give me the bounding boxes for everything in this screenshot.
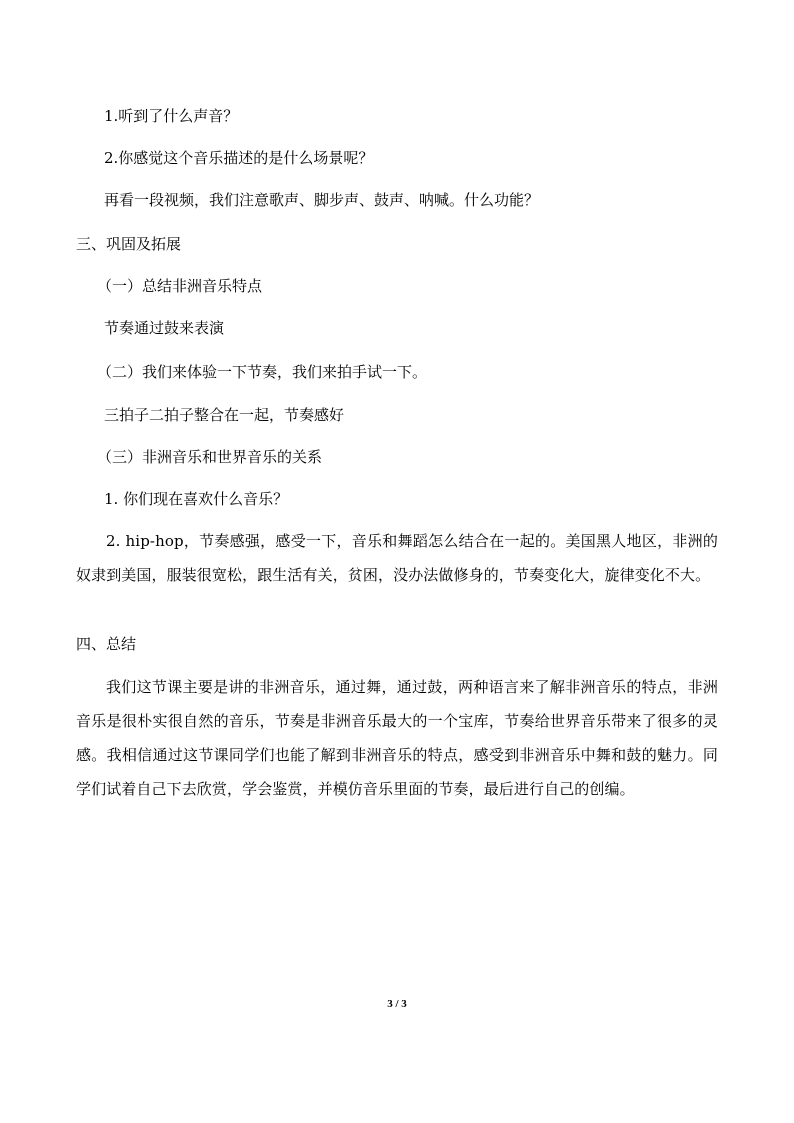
video-note: 再看一段视频，我们注意歌声、脚步声、鼓声、呐喊。什么功能？ <box>104 191 540 209</box>
beats-note: 三拍子二拍子整合在一起，节奏感好 <box>104 406 345 424</box>
hiphop-paragraph: 2. hip-hop，节奏感强，感受一下，音乐和舞蹈怎么结合在一起的。美国黑人地区，非洲的奴隶到美国，服装很宽松，跟生活有关，贫困，没办法做修身的，节奏变化大，旋律变化不大。 <box>76 532 718 584</box>
question-music-preference: 1. 你们现在喜欢什么音乐？ <box>104 490 289 508</box>
section-three-heading: 三、巩固及拓展 <box>76 235 182 253</box>
page-number: 3 / 3 <box>387 998 407 1010</box>
summary-paragraph: 我们这节课主要是讲的非洲音乐，通过舞，通过鼓，两种语言来了解非洲音乐的特点，非洲音乐是很朴实很自然的音乐，节奏是非洲音乐最大的一个宝库，节奏给世界音乐带来了很多的灵感。我相信通过这节课同学们也能了解到非洲音乐的特点，感受到非洲音乐中舞和鼓的魅力。同学们试着自己下去欣赏，学会鉴赏，并模仿音乐里面的节奏，最后进行自己的创编。 <box>76 678 718 798</box>
question-sound: 1.听到了什么声音？ <box>104 107 239 125</box>
subsection-two: （二）我们来体验一下节奏，我们来拍手试一下。 <box>97 363 428 381</box>
question-scene: 2.你感觉这个音乐描述的是什么场景呢？ <box>104 149 374 167</box>
subsection-one: （一）总结非洲音乐特点 <box>97 277 263 295</box>
rhythm-drum-note: 节奏通过鼓来表演 <box>104 319 225 337</box>
subsection-three: （三）非洲音乐和世界音乐的关系 <box>97 448 323 466</box>
section-four-heading: 四、总结 <box>76 635 137 653</box>
